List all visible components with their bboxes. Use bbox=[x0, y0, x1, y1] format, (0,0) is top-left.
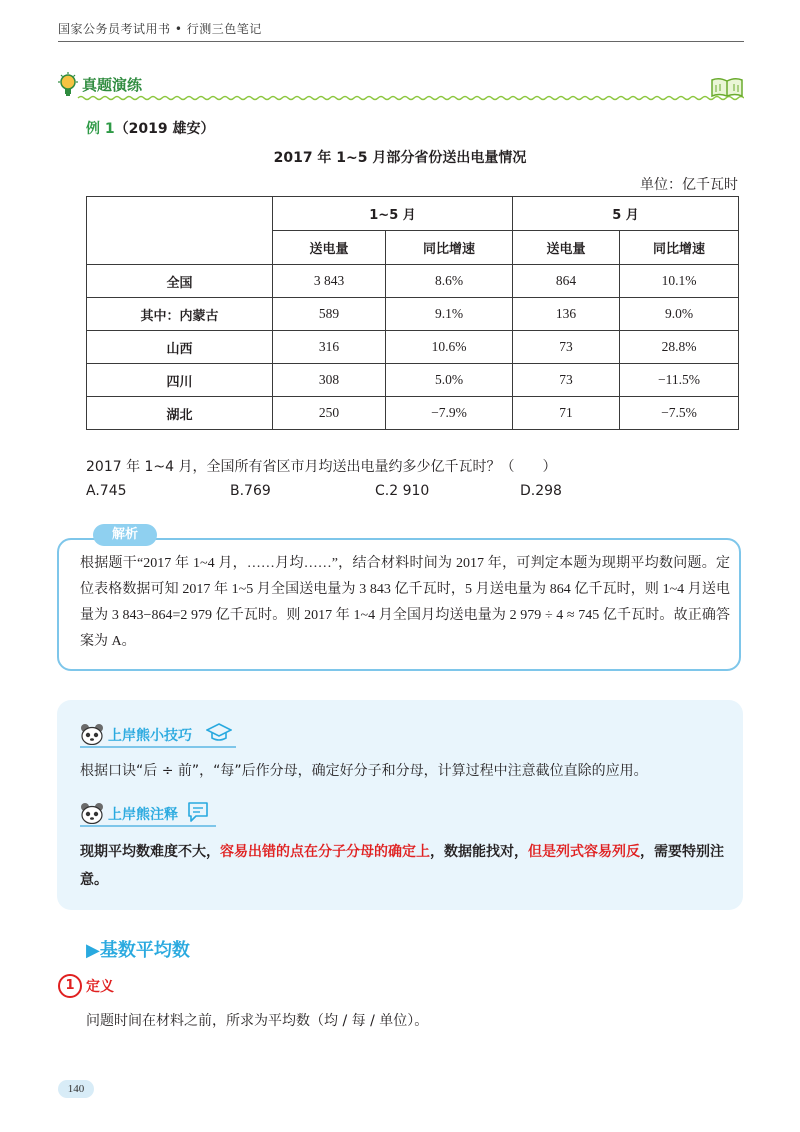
option-c: C.2 910 bbox=[375, 483, 430, 499]
graduation-cap-icon bbox=[206, 722, 232, 742]
tips-underline bbox=[80, 746, 236, 748]
table-row bbox=[87, 331, 739, 364]
example-label: 例 1 bbox=[86, 121, 115, 137]
section-divider bbox=[58, 72, 744, 102]
table-cell: 308 bbox=[273, 364, 386, 397]
row-label: 四川 bbox=[87, 364, 273, 397]
analysis-text: 根据题干“2017 年 1~4 月，……月均……”，结合材料时间为 2017 年，可判定本题为现期平均数问题。定位表格数据可知 2017 年 1~5 月全国送电量为 3 843 亿千瓦时，5 月送电量为 864 亿千瓦时，则 1~4 月送电量为 3 843−864=2 979 亿千瓦时。则 2017 年 1~4 月全国月均送电量为 2 979 ÷ 4 ≈ 745 亿千瓦时。故正确答案为 A。 bbox=[80, 556, 730, 649]
table-cell: 864 bbox=[513, 265, 620, 298]
option-d: D.298 bbox=[520, 483, 562, 499]
column-header: 同比增速 bbox=[386, 231, 513, 265]
table-unit: 单位：亿千瓦时 bbox=[640, 177, 738, 193]
table-header-row bbox=[87, 197, 739, 231]
section-title: 真题演练 bbox=[82, 76, 143, 94]
page-number: 140 bbox=[58, 1080, 94, 1098]
tips-text: 根据口诀“后 ÷ 前”，“每”后作分母，确定好分子和分母，计算过程中注意截位直除的应用。 bbox=[80, 763, 648, 779]
table-cell: 71 bbox=[513, 397, 620, 430]
open-book-icon bbox=[710, 76, 744, 98]
table-cell: −7.9% bbox=[386, 397, 513, 430]
table-row bbox=[87, 298, 739, 331]
table-row bbox=[87, 265, 739, 298]
bear-mascot-icon bbox=[80, 723, 104, 745]
notes-text bbox=[80, 838, 735, 894]
notes-underline bbox=[80, 825, 216, 827]
group-header-jan-may: 1~5 月 bbox=[273, 197, 513, 231]
definition-label: 定义 bbox=[86, 979, 114, 995]
table-cell: 73 bbox=[513, 331, 620, 364]
table-cell: 10.6% bbox=[386, 331, 513, 364]
tips-title: 上岸熊小技巧 bbox=[108, 728, 192, 744]
table-cell: −7.5% bbox=[620, 397, 739, 430]
question-text: 2017 年 1~4 月，全国所有省区市月均送出电量约多少亿千瓦时？（ ） bbox=[86, 459, 557, 475]
table-cell: 73 bbox=[513, 364, 620, 397]
option-a: A.745 bbox=[86, 483, 127, 499]
table-cell: 589 bbox=[273, 298, 386, 331]
analysis-tag: 解析 bbox=[93, 524, 157, 546]
bear-mascot-icon bbox=[80, 802, 104, 824]
notes-title: 上岸熊注释 bbox=[108, 807, 178, 823]
running-header: 国家公务员考试用书 • 行测三色笔记 bbox=[58, 22, 262, 36]
table-corner-cell bbox=[87, 197, 273, 265]
table-cell: 9.0% bbox=[620, 298, 739, 331]
column-header: 同比增速 bbox=[620, 231, 739, 265]
notes-text-part: ，需要特别注意。 bbox=[80, 844, 724, 888]
notes-text-part: ，数据能找对， bbox=[430, 844, 528, 860]
row-label: 湖北 bbox=[87, 397, 273, 430]
definition-text: 问题时间在材料之前，所求为平均数（均 / 每 / 单位）。 bbox=[86, 1013, 429, 1029]
table-cell: 10.1% bbox=[620, 265, 739, 298]
row-label: 全国 bbox=[87, 265, 273, 298]
table-cell: 28.8% bbox=[620, 331, 739, 364]
lightbulb-icon bbox=[58, 72, 78, 98]
table-row bbox=[87, 397, 739, 430]
row-label: 山西 bbox=[87, 331, 273, 364]
table-cell: −11.5% bbox=[620, 364, 739, 397]
table-cell: 3 843 bbox=[273, 265, 386, 298]
answer-options bbox=[86, 483, 686, 503]
table-cell: 136 bbox=[513, 298, 620, 331]
table-cell: 9.1% bbox=[386, 298, 513, 331]
group-header-may: 5 月 bbox=[513, 197, 739, 231]
option-b: B.769 bbox=[230, 483, 271, 499]
subsection-title: ▶基数平均数 bbox=[86, 940, 190, 961]
example-heading bbox=[86, 118, 214, 138]
column-header: 送电量 bbox=[273, 231, 386, 265]
definition-number: 1 bbox=[58, 974, 82, 998]
notes-highlight: 容易出错的点在分子分母的确定上 bbox=[220, 844, 430, 860]
example-source: （2019 雄安） bbox=[114, 121, 215, 137]
table-row bbox=[87, 364, 739, 397]
table-cell: 250 bbox=[273, 397, 386, 430]
data-table bbox=[86, 196, 739, 430]
notes-highlight: 但是列式容易列反 bbox=[528, 844, 640, 860]
speech-bubble-icon bbox=[186, 801, 210, 823]
header-divider bbox=[58, 41, 744, 42]
column-header: 送电量 bbox=[513, 231, 620, 265]
table-cell: 5.0% bbox=[386, 364, 513, 397]
table-title: 2017 年 1~5 月部分省份送出电量情况 bbox=[273, 150, 527, 166]
table-cell: 316 bbox=[273, 331, 386, 364]
row-label: 其中：内蒙古 bbox=[87, 298, 273, 331]
notes-text-part: 现期平均数难度不大， bbox=[80, 844, 220, 860]
table-cell: 8.6% bbox=[386, 265, 513, 298]
